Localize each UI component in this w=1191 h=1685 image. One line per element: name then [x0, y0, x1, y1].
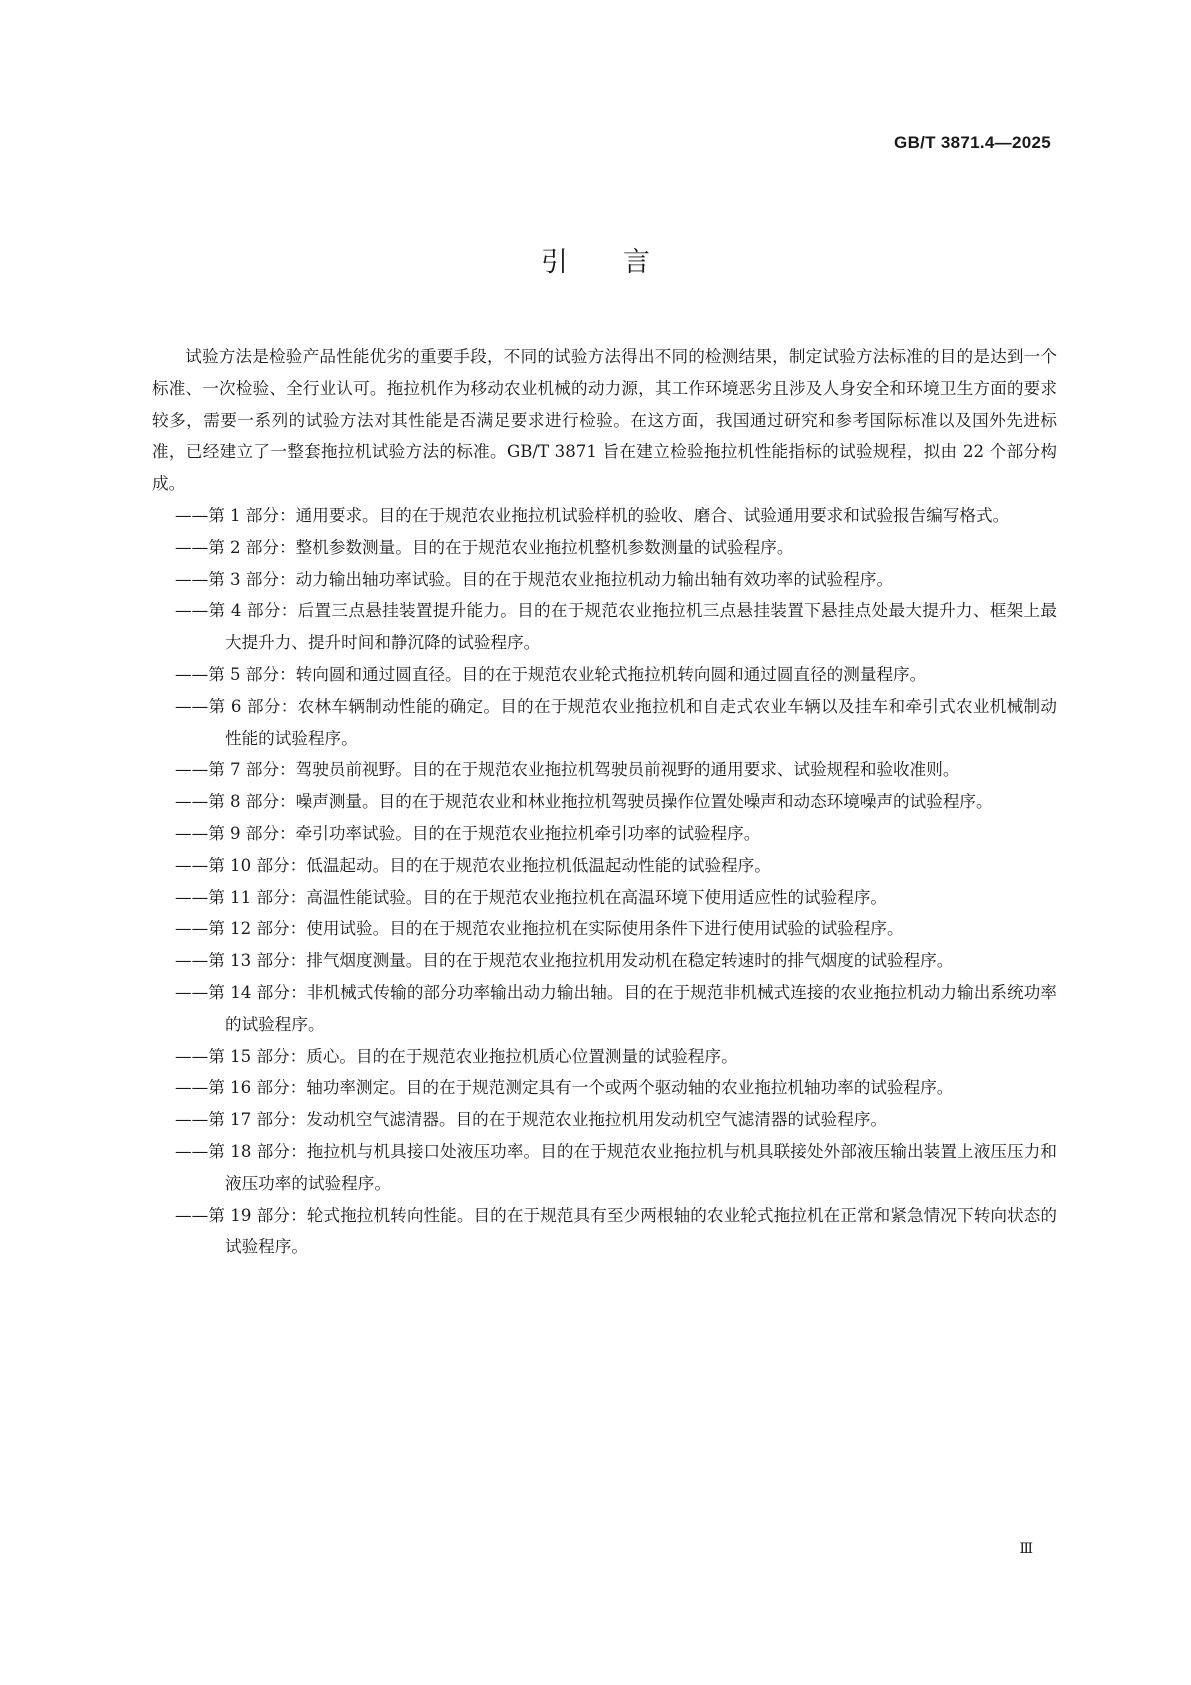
- list-item: ——第 10 部分：低温起动。目的在于规范农业拖拉机低温起动性能的试验程序。: [175, 855, 771, 875]
- list-item: ——第 4 部分：后置三点悬挂装置提升能力。目的在于规范农业拖拉机三点悬挂装置下悬挂点处最大提升力、框架上最大提升力、提升时间和静沉降的试验程序。: [175, 601, 1057, 653]
- list-item: ——第 5 部分：转向圆和通过圆直径。目的在于规范农业轮式拖拉机转向圆和通过圆直径的测量程序。: [175, 664, 927, 684]
- page-title: 引言: [541, 247, 705, 278]
- list-item: ——第 15 部分：质心。目的在于规范农业拖拉机质心位置测量的试验程序。: [175, 1046, 738, 1066]
- list-item: ——第 7 部分：驾驶员前视野。目的在于规范农业拖拉机驾驶员前视野的通用要求、试验规程和验收准则。: [175, 760, 960, 780]
- list-item: ——第 6 部分：农林车辆制动性能的确定。目的在于规范农业拖拉机和自走式农业车辆以及挂车和牵引式农业机械制动性能的试验程序。: [175, 696, 1057, 748]
- standard-number: GB/T 3871.4—2025: [894, 133, 1051, 152]
- list-item: ——第 9 部分：牵引功率试验。目的在于规范农业拖拉机牵引功率的试验程序。: [175, 823, 761, 843]
- list-item: ——第 2 部分：整机参数测量。目的在于规范农业拖拉机整机参数测量的试验程序。: [175, 537, 794, 557]
- list-item: ——第 11 部分：高温性能试验。目的在于规范农业拖拉机在高温环境下使用适应性的试验程序。: [175, 887, 888, 907]
- list-item: ——第 3 部分：动力输出轴功率试验。目的在于规范农业拖拉机动力输出轴有效功率的试验程序。: [175, 569, 894, 589]
- list-item: ——第 13 部分：排气烟度测量。目的在于规范农业拖拉机用发动机在稳定转速时的排气烟度的试验程序。: [175, 951, 954, 971]
- list-item: ——第 17 部分：发动机空气滤清器。目的在于规范农业拖拉机用发动机空气滤清器的试验程序。: [175, 1110, 888, 1130]
- page-number: Ⅲ: [1019, 1541, 1033, 1557]
- document-body: [152, 341, 1057, 1263]
- list-item: ——第 12 部分：使用试验。目的在于规范农业拖拉机在实际使用条件下进行使用试验的试验程序。: [175, 919, 904, 939]
- list-item: ——第 18 部分：拖拉机与机具接口处液压功率。目的在于规范农业拖拉机与机具联接处外部液压输出装置上液压压力和液压功率的试验程序。: [175, 1141, 1057, 1193]
- list-item: ——第 16 部分：轴功率测定。目的在于规范测定具有一个或两个驱动轴的农业拖拉机轴功率的试验程序。: [175, 1078, 954, 1098]
- intro-paragraph: 试验方法是检验产品性能优劣的重要手段，不同的试验方法得出不同的检测结果，制定试验方法标准的目的是达到一个标准、一次检验、全行业认可。拖拉机作为移动农业机械的动力源，其工作环境恶劣且涉及人身安全和环境卫生方面的要求较多，需要一系列的试验方法对其性能是否满足要求进行检验。在这方面，我国通过研究和参考国际标准以及国外先进标准，已经建立了一整套拖拉机试验方法的标准。GB/T 3871 旨在建立检验拖拉机性能指标的试验规程，拟由 22 个部分构成。: [152, 347, 1057, 494]
- list-item: ——第 8 部分：噪声测量。目的在于规范农业和林业拖拉机驾驶员操作位置处噪声和动态环境噪声的试验程序。: [175, 792, 993, 812]
- list-item: ——第 14 部分：非机械式传输的部分功率输出动力输出轴。目的在于规范非机械式连接的农业拖拉机动力输出系统功率的试验程序。: [175, 982, 1057, 1034]
- list-item: ——第 19 部分：轮式拖拉机转向性能。目的在于规范具有至少两根轴的农业轮式拖拉机在正常和紧急情况下转向状态的试验程序。: [175, 1205, 1057, 1257]
- list-item: ——第 1 部分：通用要求。目的在于规范农业拖拉机试验样机的验收、磨合、试验通用要求和试验报告编写格式。: [175, 505, 1010, 525]
